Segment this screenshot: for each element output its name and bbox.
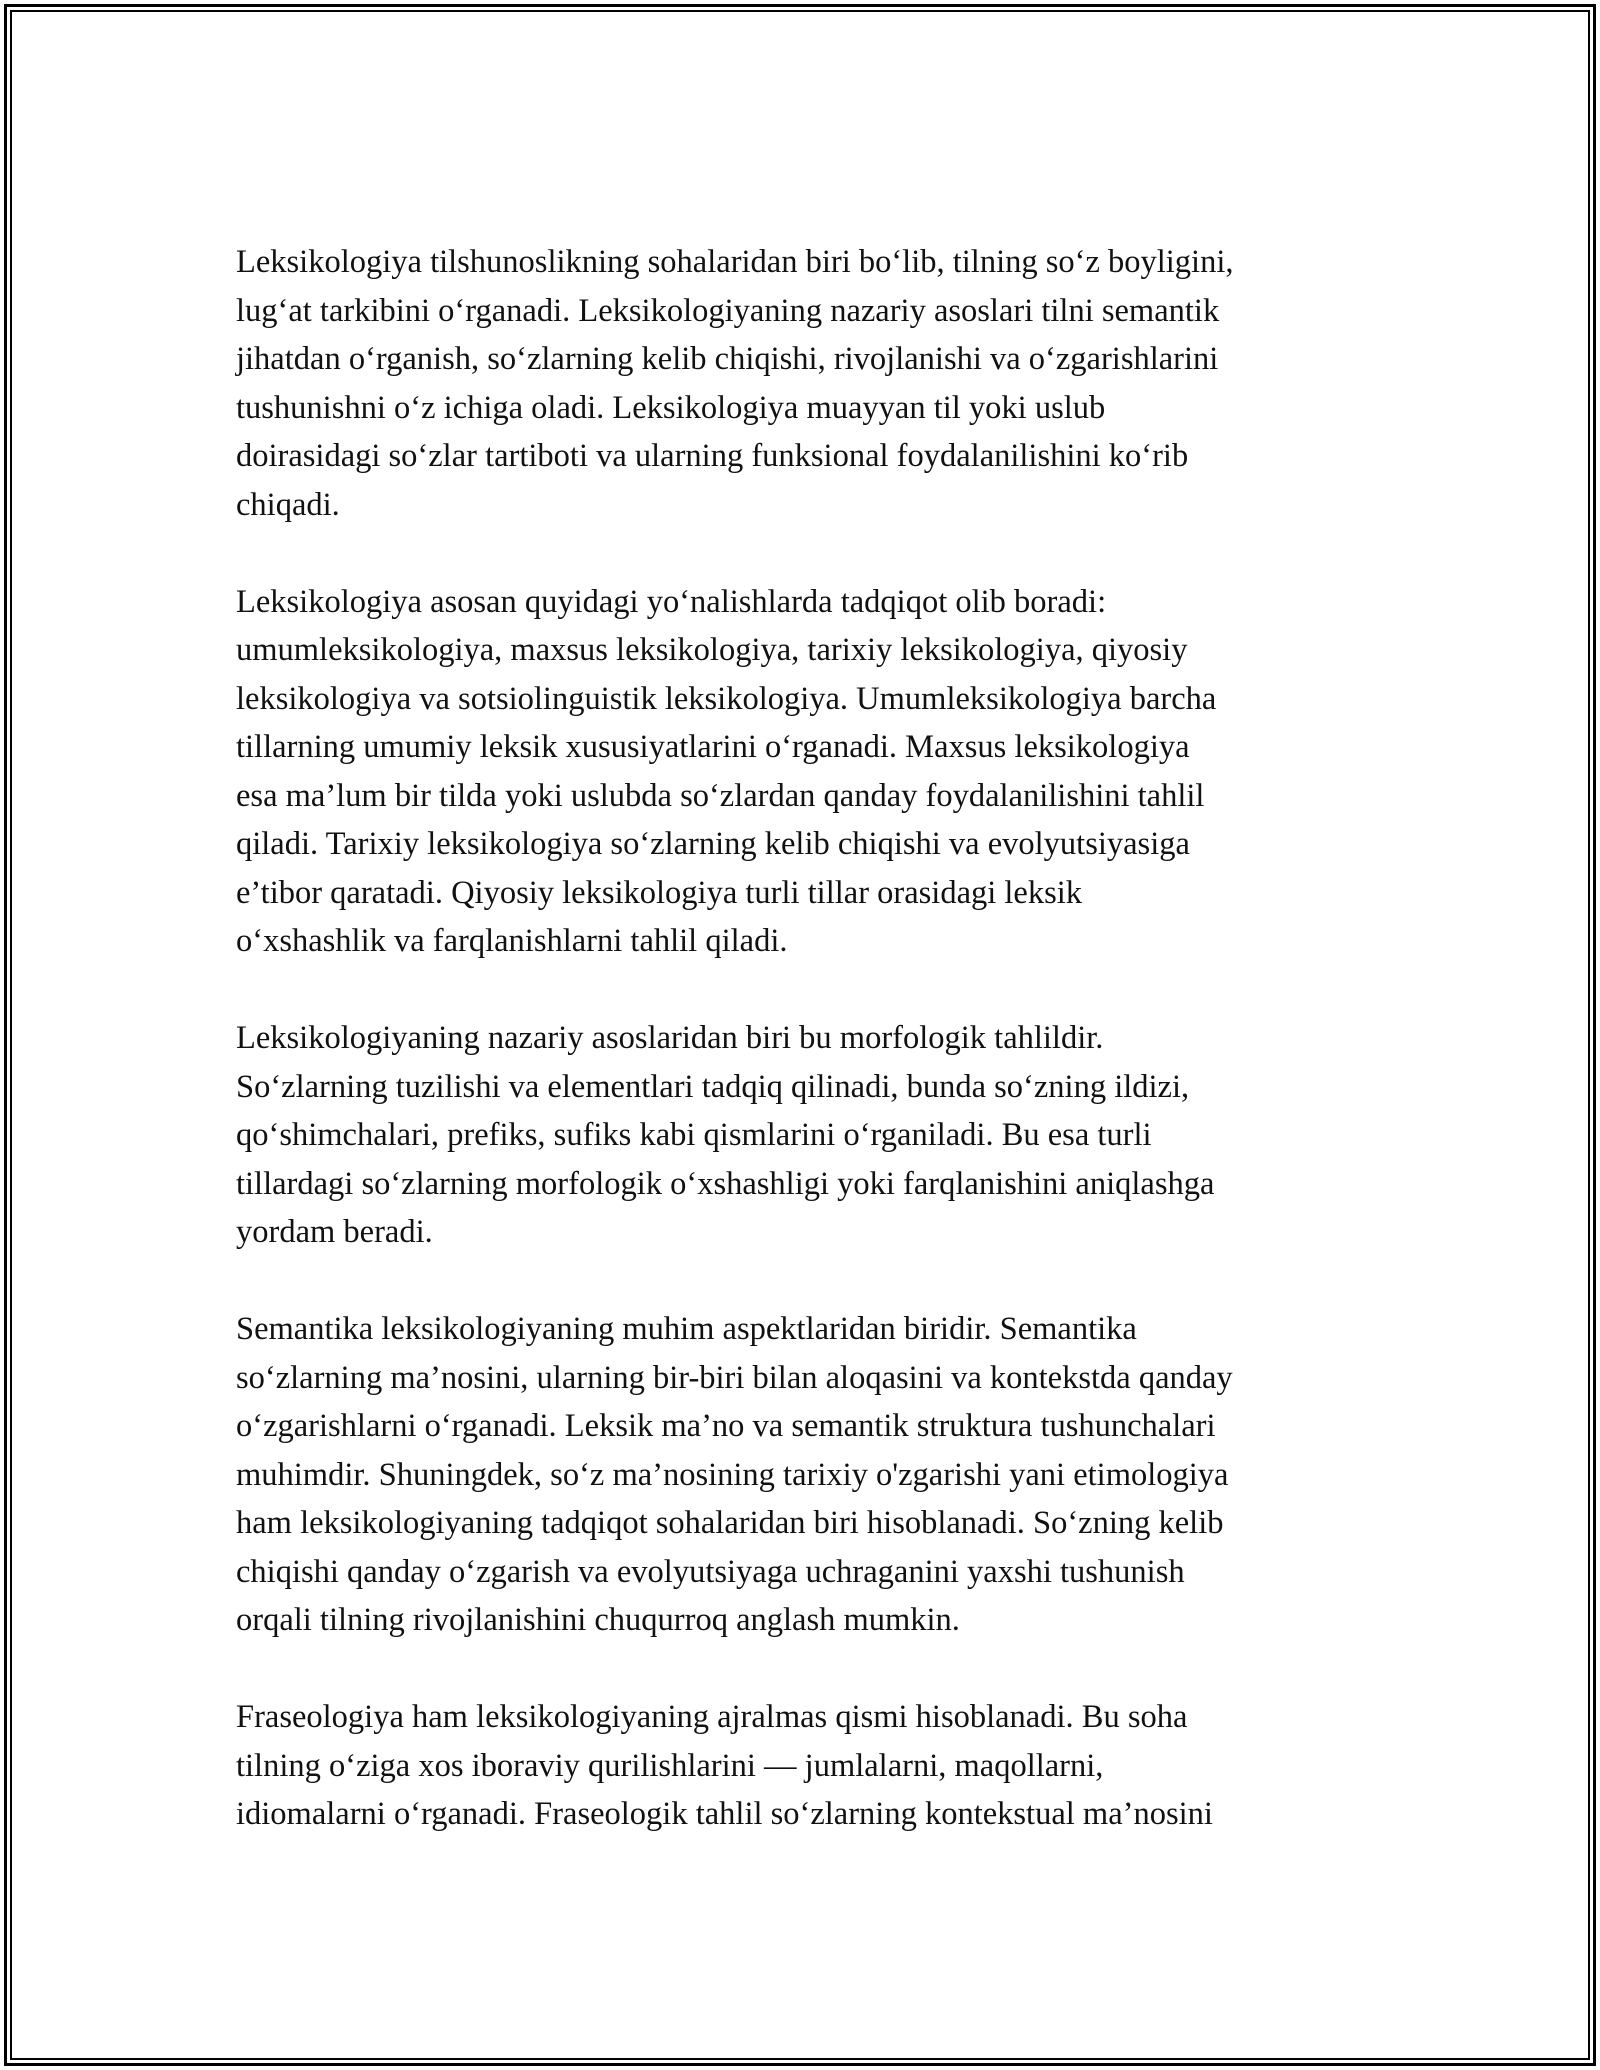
text-line: qiladi. Tarixiy leksikologiya so‘zlarning kelib chiqishi va evolyutsiyasiga	[236, 826, 1190, 862]
text-line: Fraseologiya ham leksikologiyaning ajralmas qismi hisoblanadi. Bu soha	[236, 1699, 1188, 1735]
text-line: tillarning umumiy leksik xususiyatlarini o‘rganadi. Maxsus leksikologiya	[236, 729, 1190, 765]
document-body	[236, 238, 1386, 1887]
text-line: tillardagi so‘zlarning morfologik o‘xshashligi yoki farqlanishini aniqlashga	[236, 1165, 1215, 1202]
text-line: tushunishni o‘z ichiga oladi. Leksikologiya muayyan til yoki uslub	[236, 389, 1106, 426]
text-line: ham leksikologiyaning tadqiqot sohalaridan biri hisoblanadi. So‘zning kelib	[236, 1505, 1224, 1541]
text-line: esa ma’lum bir tilda yoki uslubda so‘zlardan qanday foydalanilishini tahlil	[236, 777, 1205, 814]
text-line: e’tibor qaratadi. Qiyosiy leksikologiya turli tillar orasidagi leksik	[236, 874, 1083, 911]
text-line: chiqishi qanday o‘zgarish va evolyutsiyaga uchraganini yaxshi tushunish	[236, 1553, 1185, 1590]
paragraph	[236, 1014, 1386, 1257]
text-line: Leksikologiyaning nazariy asoslaridan biri bu morfologik tahlildir.	[236, 1020, 1104, 1056]
text-line: qo‘shimchalari, prefiks, sufiks kabi qismlarini o‘rganiladi. Bu esa turli	[236, 1117, 1152, 1153]
text-line: tilning o‘ziga xos iboraviy qurilishlarini — jumlalarni, maqollarni,	[236, 1747, 1104, 1784]
text-line: So‘zlarning tuzilishi va elementlari tadqiq qilinadi, bunda so‘zning ildizi,	[236, 1068, 1190, 1105]
text-line: jihatdan o‘rganish, so‘zlarning kelib chiqishi, rivojlanishi va o‘zgarishlarini	[236, 341, 1219, 377]
text-line: leksikologiya va sotsiolinguistik leksikologiya. Umumleksikologiya barcha	[236, 680, 1217, 717]
paragraph	[236, 1305, 1386, 1645]
text-line: muhimdir. Shuningdek, so‘z ma’nosining tarixiy o'zgarishi yani etimologiya	[236, 1456, 1229, 1493]
text-line: Semantika leksikologiyaning muhim aspektlaridan biridir. Semantika	[236, 1311, 1137, 1347]
text-line: Leksikologiya asosan quyidagi yo‘nalishlarda tadqiqot olib boradi:	[236, 583, 1107, 620]
paragraph	[236, 238, 1386, 529]
text-line: idiomalarni o‘rganadi. Fraseologik tahlil so‘zlarning kontekstual ma’nosini	[236, 1796, 1213, 1832]
text-line: umumleksikologiya, maxsus leksikologiya, tarixiy leksikologiya, qiyosiy	[236, 632, 1188, 668]
text-line: chiqadi.	[236, 486, 340, 523]
paragraph	[236, 578, 1386, 966]
text-line: Leksikologiya tilshunoslikning sohalaridan biri bo‘lib, tilning so‘z boyligini,	[236, 244, 1234, 280]
text-line: yordam beradi.	[236, 1214, 433, 1250]
paragraph	[236, 1693, 1386, 1839]
text-line: orqali tilning rivojlanishini chuqurroq anglash mumkin.	[236, 1602, 960, 1638]
text-line: o‘zgarishlarni o‘rganadi. Leksik ma’no va semantik struktura tushunchalari	[236, 1408, 1216, 1444]
text-line: lug‘at tarkibini o‘rganadi. Leksikologiyaning nazariy asoslari tilni semantik	[236, 292, 1220, 329]
text-line: so‘zlarning ma’nosini, ularning bir-biri bilan aloqasini va kontekstda qanday	[236, 1359, 1233, 1396]
text-line: o‘xshashlik va farqlanishlarni tahlil qiladi.	[236, 923, 788, 959]
text-line: doirasidagi so‘zlar tartiboti va ularning funksional foydalanilishini ko‘rib	[236, 438, 1189, 474]
